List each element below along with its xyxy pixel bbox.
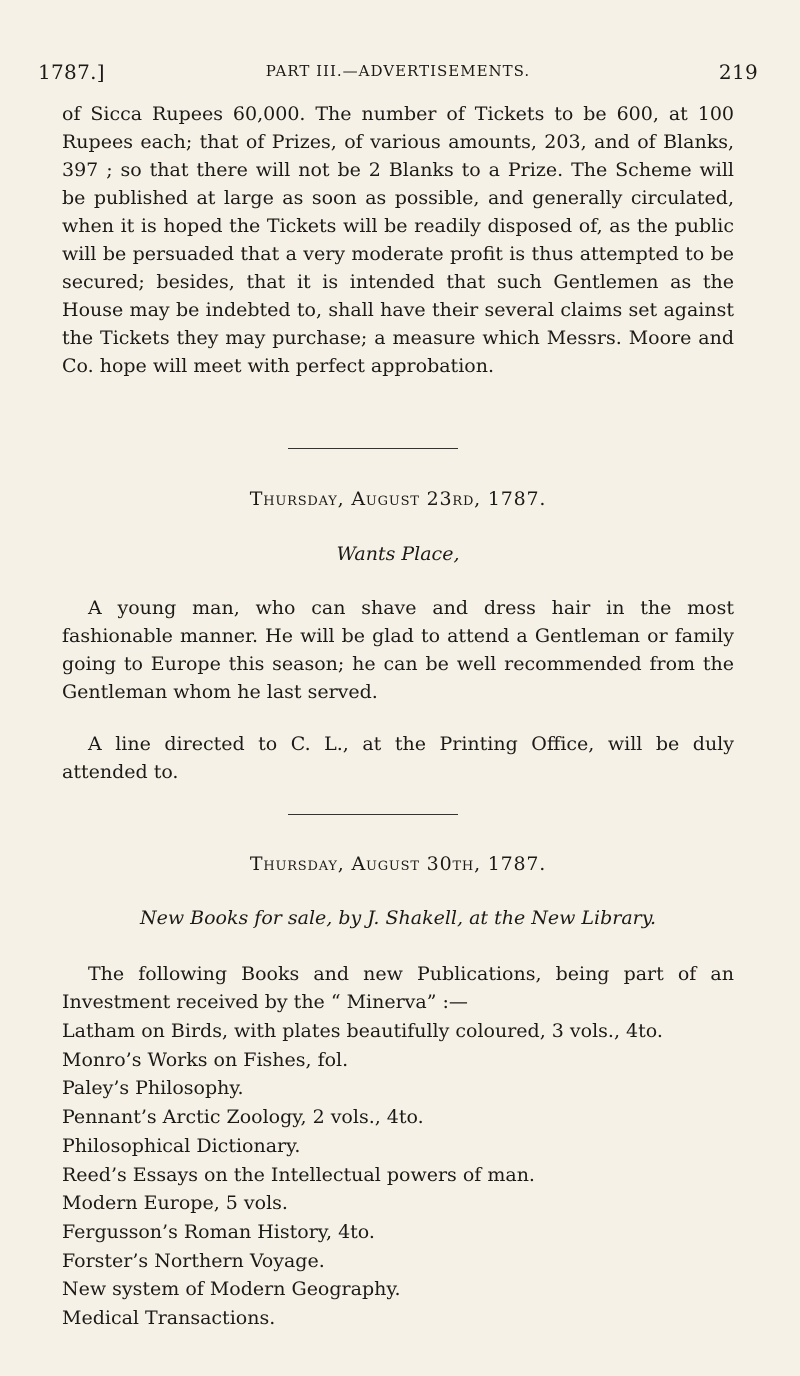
running-header	[38, 60, 758, 88]
book-item: Modern Europe, 5 vols.	[62, 1192, 288, 1215]
advert-heading: New Books for sale, by J. Shakell, at the New Library.	[139, 907, 657, 929]
book-item: Fergusson’s Roman History, 4to.	[62, 1220, 375, 1243]
book-item: Latham on Birds, with plates beautifully coloured, 3 vols., 4to.	[62, 1020, 663, 1042]
lottery-paragraph: of Sicca Rupees 60,000. The number of Tickets to be 600, at 100 Rupees each; that of Prizes, of various amounts, 203, and of Blanks, 397 ; so that there will not be 2 Blanks to a Prize. The Scheme will be published at large as soon as possible, and generally circulated, when it is hoped the Tickets will be readily disposed of, as the public will be persuaded that a very moderate profit is thus attempted to be secured; besides, that it is intended that such Gentlemen as the House may be indebted to, shall have their several claims set against the Tickets they may purchase; a measure which Messrs. Moore and Co. hope will meet with perfect approbation.	[62, 103, 734, 377]
advert-heading: Wants Place,	[336, 543, 460, 565]
book-item: Forster’s Northern Voyage.	[62, 1249, 325, 1272]
header-year: 1787.]	[38, 60, 105, 84]
advert-intro: The following Books and new Publications, being part of an Investment received by the “ Minerva” :—	[62, 963, 734, 1013]
page-number: 219	[718, 60, 758, 84]
header-section-title: PART III.—ADVERTISEMENTS.	[265, 62, 531, 80]
book-item: New system of Modern Geography.	[62, 1278, 401, 1301]
section-divider	[288, 448, 458, 449]
advert-paragraph: A young man, who can shave and dress hair in the most fashionable manner. He will be glad to attend a Gentleman or family going to Europe this season; he can be well recommended from the Gentleman whom he last served.	[62, 597, 734, 703]
book-list	[62, 1017, 734, 1333]
book-item: Reed’s Essays on the Intellectual powers of man.	[62, 1163, 535, 1186]
advert-date: Thursday, August 30th, 1787.	[249, 853, 547, 875]
book-item: Monro’s Works on Fishes, fol.	[62, 1048, 349, 1071]
advert-date: Thursday, August 23rd, 1787.	[249, 488, 547, 510]
book-item: Pennant’s Arctic Zoology, 2 vols., 4to.	[62, 1106, 424, 1129]
book-item: Medical Transactions.	[62, 1307, 276, 1330]
book-item: Paley’s Philosophy.	[62, 1077, 244, 1100]
advert-paragraph: A line directed to C. L., at the Printing Office, will be duly attended to.	[62, 733, 734, 783]
section-divider	[288, 814, 458, 815]
book-item: Philosophical Dictionary.	[62, 1134, 301, 1157]
